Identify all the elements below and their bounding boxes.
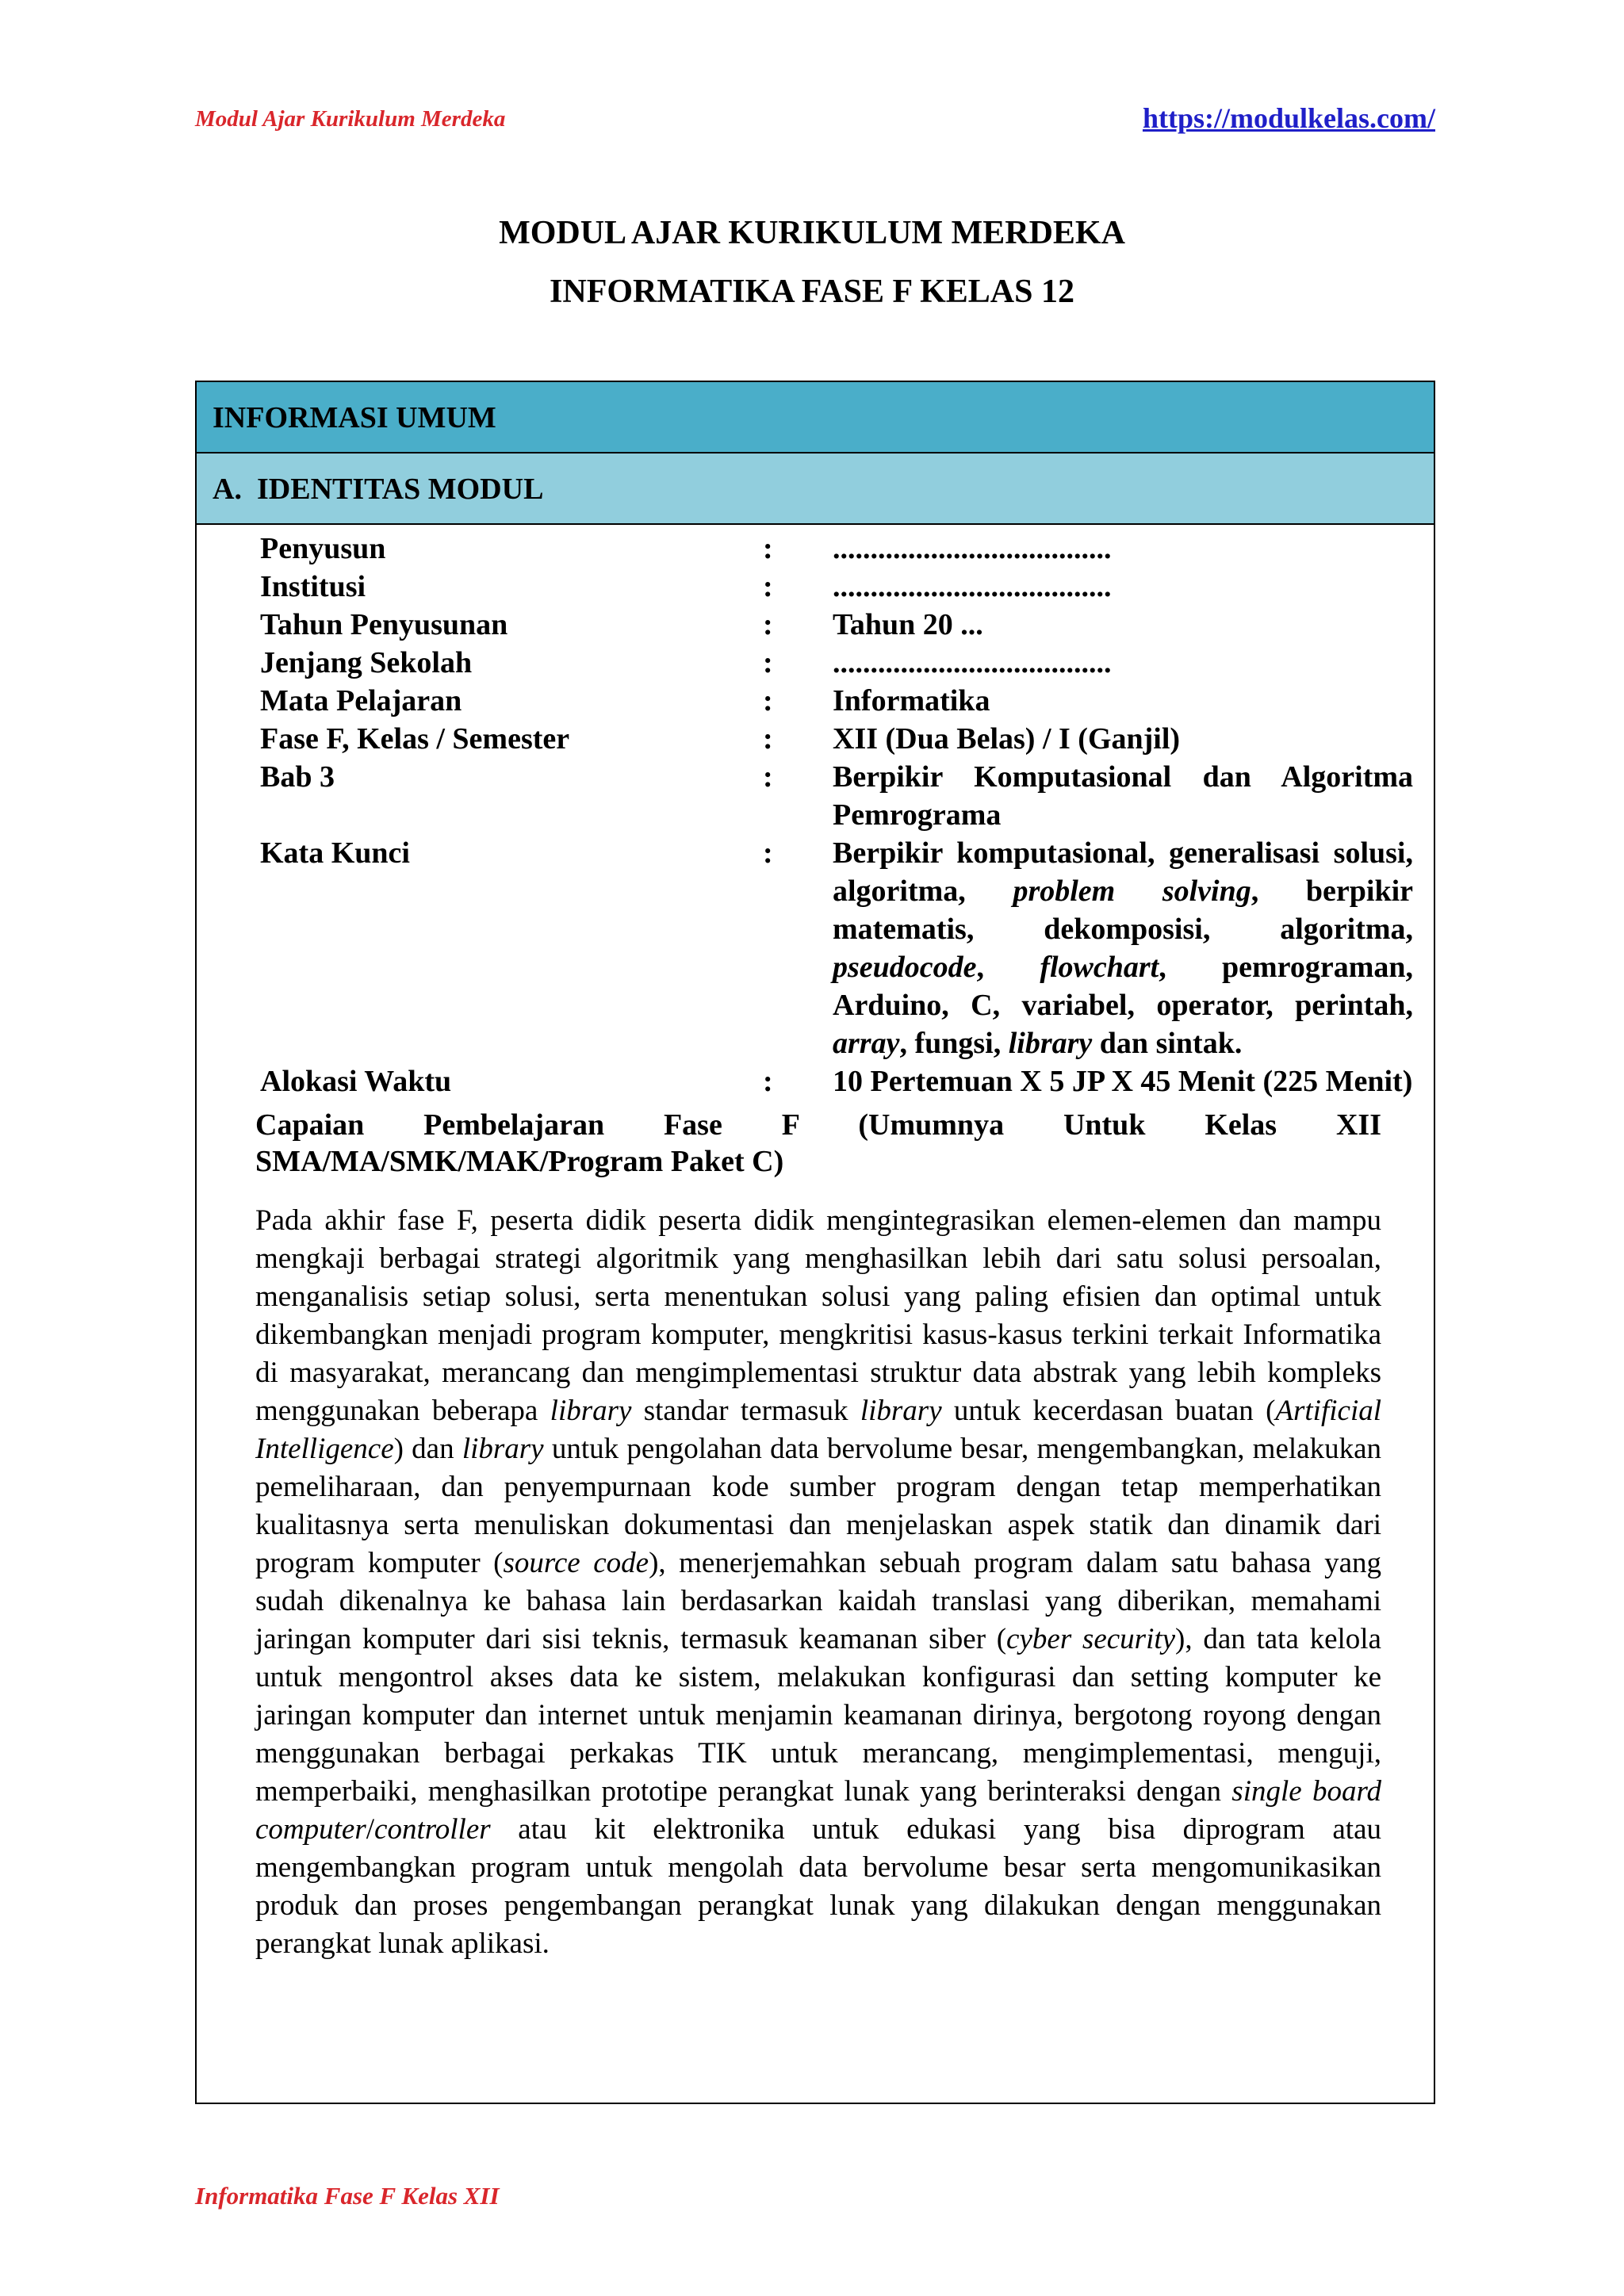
footer-label: Informatika Fase F Kelas XII bbox=[195, 2182, 500, 2210]
paragraph-text: / bbox=[366, 1813, 375, 1846]
document-subtitle: INFORMATIKA FASE F KELAS 12 bbox=[550, 274, 1074, 310]
header-module-label: Modul Ajar Kurikulum Merdeka bbox=[195, 106, 506, 132]
paragraph-text: ), menerjemahkan sebuah program dalam satu bahasa yang sudah dikenalnya ke bahasa lain berdasarkan kaidah translasi yang diberikan, memahami jaringan komputer dari sisi teknis, termasuk keamanan siber ( bbox=[255, 1547, 1381, 1655]
keywords-line bbox=[833, 872, 1413, 910]
general-info-box bbox=[195, 381, 1435, 2104]
keyword: array bbox=[833, 1027, 900, 1060]
paragraph-italic: library bbox=[462, 1433, 544, 1465]
keyword: dan sintak. bbox=[1092, 1027, 1243, 1060]
identity-value: ..................................... bbox=[833, 532, 1112, 565]
keywords-line bbox=[833, 1024, 1413, 1062]
paragraph-italic: library bbox=[550, 1395, 632, 1427]
chapter-title-line: Berpikir Komputasional dan Algoritma bbox=[833, 760, 1413, 794]
keywords-line: matematis, dekomposisi, algoritma, bbox=[833, 913, 1413, 946]
paragraph-text: Pada akhir fase F, peserta didik peserta didik mengintegrasikan elemen-elemen dan mampu mengkaji berbagai strategi algoritmik yang menghasilkan lebih dari satu solusi persoalan, menganalisis setiap solusi, serta menentukan solusi yang paling efisien dan optimal untuk dikembangkan menjadi program komputer, mengkritisi kasus-kasus terkini terkait Informatika di masyarakat, merancang dan mengimplementasi struktur data abstrak yang lebih kompleks menggunakan beberapa bbox=[255, 1204, 1381, 1427]
section-title: IDENTITAS MODUL bbox=[257, 473, 544, 506]
identity-colon: : bbox=[763, 532, 773, 565]
identity-label: Institusi bbox=[260, 570, 366, 603]
keyword: library bbox=[1008, 1027, 1093, 1060]
paragraph-italic: Artificial Intelligence bbox=[255, 1395, 1382, 1465]
identity-label: Fase F, Kelas / Semester bbox=[260, 722, 570, 756]
identity-colon: : bbox=[763, 760, 773, 794]
identity-value: 10 Pertemuan X 5 JP X 45 Menit (225 Menit) bbox=[833, 1065, 1413, 1098]
keyword: , fungsi, bbox=[899, 1027, 1009, 1060]
identity-value bbox=[833, 758, 1413, 834]
keywords-line bbox=[833, 948, 1413, 986]
chapter-title-line: Pemrograma bbox=[833, 798, 1002, 832]
paragraph-text: ), dan tata kelola untuk mengontrol akses data ke sistem, melakukan konfigurasi dan setting komputer ke jaringan komputer dan internet untuk menjamin keamanan dirinya, bergotong royong dengan menggunakan berbagai perkakas TIK untuk merancang, mengimplementasi, menguji, memperbaiki, menghasilkan prototipe perangkat lunak yang berinteraksi dengan bbox=[255, 1623, 1381, 1808]
identity-label: Tahun Penyusunan bbox=[260, 608, 508, 641]
paragraph-italic: library bbox=[860, 1395, 942, 1427]
identity-label: Mata Pelajaran bbox=[260, 684, 462, 718]
learning-outcome-paragraph bbox=[255, 1202, 1381, 1963]
identity-label: Kata Kunci bbox=[260, 836, 410, 870]
paragraph-text: untuk pengolahan data bervolume besar, mengembangkan, melakukan pemeliharaan, dan penyempurnaan kode sumber program dengan tetap memperhatikan kualitasnya serta menuliskan dokumentasi dan menjelaskan aspek statik dan dinamik dari program komputer ( bbox=[255, 1433, 1381, 1579]
paragraph-text: standar termasuk bbox=[631, 1395, 860, 1427]
paragraph-text: ) dan bbox=[393, 1433, 462, 1465]
keywords-line: Arduino, C, variabel, operator, perintah, bbox=[833, 989, 1413, 1022]
section-module-identity bbox=[197, 453, 1434, 525]
identity-colon: : bbox=[763, 1065, 773, 1098]
section-number: A. bbox=[213, 473, 242, 506]
identity-value: Tahun 20 ... bbox=[833, 608, 983, 641]
identity-colon: : bbox=[763, 608, 773, 641]
identity-colon: : bbox=[763, 684, 773, 718]
identity-value bbox=[833, 834, 1413, 1062]
section-general-info: INFORMASI UMUM bbox=[197, 382, 1434, 453]
identity-label: Penyusun bbox=[260, 532, 386, 565]
keyword: problem solving bbox=[1013, 874, 1251, 908]
keyword: pseudocode bbox=[833, 951, 977, 984]
identity-colon: : bbox=[763, 836, 773, 870]
paragraph-italic: cyber security bbox=[1006, 1623, 1176, 1655]
paragraph-text: untuk kecerdasan buatan ( bbox=[941, 1395, 1276, 1427]
paragraph-italic: single board computer bbox=[255, 1775, 1381, 1846]
identity-value: ..................................... bbox=[833, 570, 1112, 603]
keyword: , pemrograman, bbox=[1159, 951, 1413, 984]
keywords-line: Berpikir komputasional, generalisasi solusi, bbox=[833, 836, 1413, 870]
paragraph-italic: controller bbox=[374, 1813, 491, 1846]
identity-value: ..................................... bbox=[833, 646, 1112, 679]
keyword: algoritma, bbox=[833, 874, 966, 908]
keyword: flowchart bbox=[1040, 951, 1159, 984]
identity-colon: : bbox=[763, 646, 773, 679]
identity-label: Bab 3 bbox=[260, 760, 335, 794]
keyword: , berpikir bbox=[1251, 874, 1413, 908]
identity-colon: : bbox=[763, 570, 773, 603]
identity-label: Jenjang Sekolah bbox=[260, 646, 473, 679]
keyword: , bbox=[976, 951, 985, 984]
identity-value: XII (Dua Belas) / I (Ganjil) bbox=[833, 722, 1181, 756]
heading-line: Capaian Pembelajaran Fase F (Umumnya Untuk Kelas XII bbox=[255, 1108, 1381, 1142]
paragraph-italic: source code bbox=[503, 1547, 649, 1579]
paragraph-text: atau kit elektronika untuk edukasi yang bisa diprogram atau mengembangkan program untuk mengolah data bervolume besar serta mengomunikasikan produk dan proses pengembangan perangkat lunak yang dilakukan dengan menggunakan perangkat lunak aplikasi. bbox=[255, 1813, 1381, 1960]
identity-value: Informatika bbox=[833, 684, 990, 718]
heading-line: SMA/MA/SMK/MAK/Program Paket C) bbox=[255, 1145, 784, 1178]
learning-outcome-heading bbox=[255, 1107, 1381, 1180]
document-title: MODUL AJAR KURIKULUM MERDEKA bbox=[499, 215, 1125, 251]
identity-colon: : bbox=[763, 722, 773, 756]
header-website-link[interactable]: https://modulkelas.com/ bbox=[1142, 102, 1435, 134]
identity-label: Alokasi Waktu bbox=[260, 1065, 452, 1098]
